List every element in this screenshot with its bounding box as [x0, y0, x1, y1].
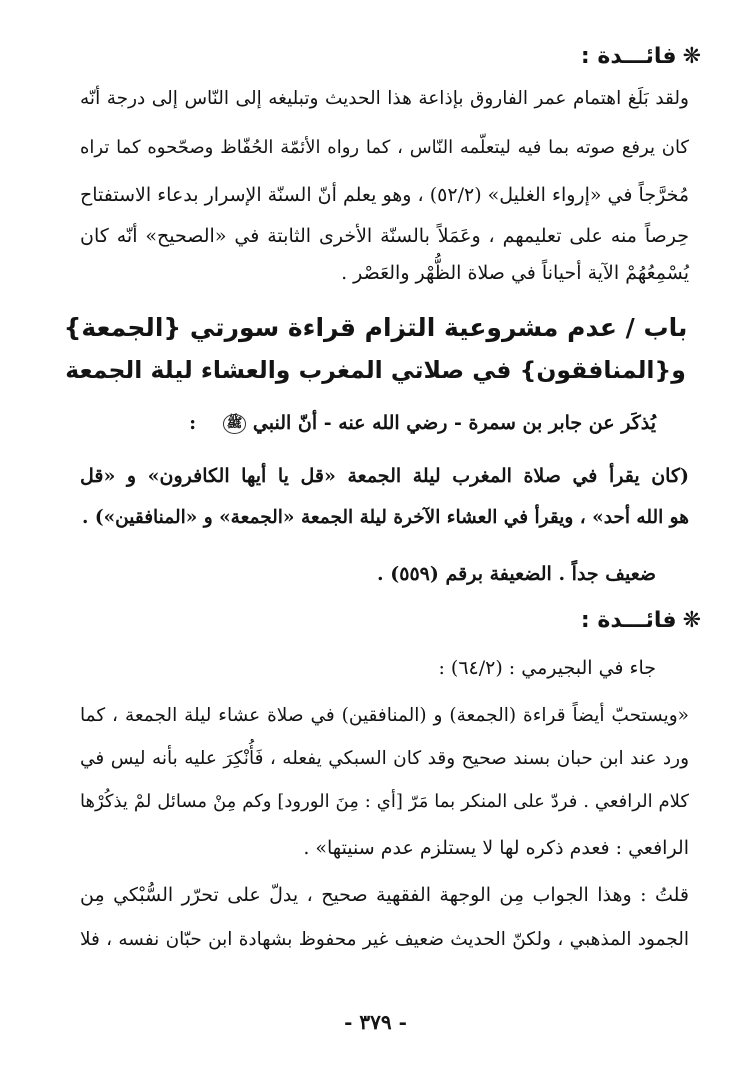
- hadith-intro: يُذكَر عن جابر بن سمرة - رضي الله عنه - أنّ النبي ﷺ :: [189, 412, 656, 434]
- salawat-icon: ﷺ: [223, 414, 247, 434]
- star-icon: ❋: [682, 608, 701, 633]
- quote-line: «ويستحبّ أيضاً قراءة (الجمعة) و (المنافقين) في صلاة عشاء ليلة الجمعة ، كما: [80, 705, 689, 726]
- hadith-line: هو الله أحد» ، ويقرأ في العشاء الآخرة ليلة الجمعة «الجمعة» و «المنافقين») .: [81, 507, 689, 528]
- quote-line: كلام الرافعي . فردّ على المنكر بما مَرّ [أي : مِنَ الورود] وكم مِنْ مسائل لمْ يذكُرْها: [80, 791, 689, 812]
- conclusion-line: قلتُ : وهذا الجواب مِن الوجهة الفقهية صحيح ، يدلّ على تحرّر السُّبْكي مِن: [80, 884, 689, 906]
- quote-line: ورد عند ابن حبان بسند صحيح وقد كان السبكي يفعله ، فَأُنْكِرَ عليه بأنه ليس في: [80, 748, 689, 769]
- paragraph-line: حِرصاً منه على تعليمهم ، وعَمَلاً بالسنّة الأخرى الثابتة في «الصحيح» أنّه كان: [80, 225, 689, 247]
- chapter-title-line-1: باب / عدم مشروعية التزام قراءة سورتي {الجمعة}: [63, 313, 688, 342]
- hadith-grading: ضعيف جداً . الضعيفة برقم (٥٥٩) .: [377, 563, 656, 585]
- paragraph-line: ولقد بَلَغ اهتمام عمر الفاروق بإذاعة هذا الحديث وتبليغه إلى النّاس إلى درجة أنّه: [80, 88, 689, 109]
- conclusion-line: الجمود المذهبي ، ولكنّ الحديث ضعيف غير محفوظ بشهادة ابن حبّان نفسه ، فلا: [80, 929, 689, 950]
- paragraph-line: كان يرفع صوته بما فيه ليتعلّمه النّاس ، كما رواه الأئمّة الحُفّاظ وصحّحوه كما تراه: [80, 137, 689, 158]
- star-icon: ❋: [682, 44, 701, 69]
- chapter-title-line-2: و{المنافقون} في صلاتي المغرب والعشاء ليلة الجمعة: [65, 356, 686, 384]
- hadith-line: (كان يقرأ في صلاة المغرب ليلة الجمعة «قل يا أيها الكافرون» و «قل: [80, 465, 689, 487]
- citation-intro: جاء في البجيرمي : (٦٤/٢) :: [438, 657, 656, 679]
- paragraph-line: مُخرَّجاً في «إرواء الغليل» (٥٢/٢) ، وهو يعلم أنّ السنّة الإسرار بدعاء الاستفتاح: [80, 184, 690, 206]
- paragraph-line: يُسْمِعُهُمْ الآية أحياناً في صلاة الظُّهْر والعَصْر .: [341, 262, 689, 284]
- quote-line: الرافعي : فعدم ذكره لها لا يستلزم عدم سنيتها» .: [303, 837, 689, 859]
- section-heading-fawaid: ❋فائـــدة :: [580, 44, 701, 69]
- page-number: - ٣٧٩ -: [344, 1010, 407, 1034]
- section-heading-fawaid: ❋فائـــدة :: [580, 608, 701, 633]
